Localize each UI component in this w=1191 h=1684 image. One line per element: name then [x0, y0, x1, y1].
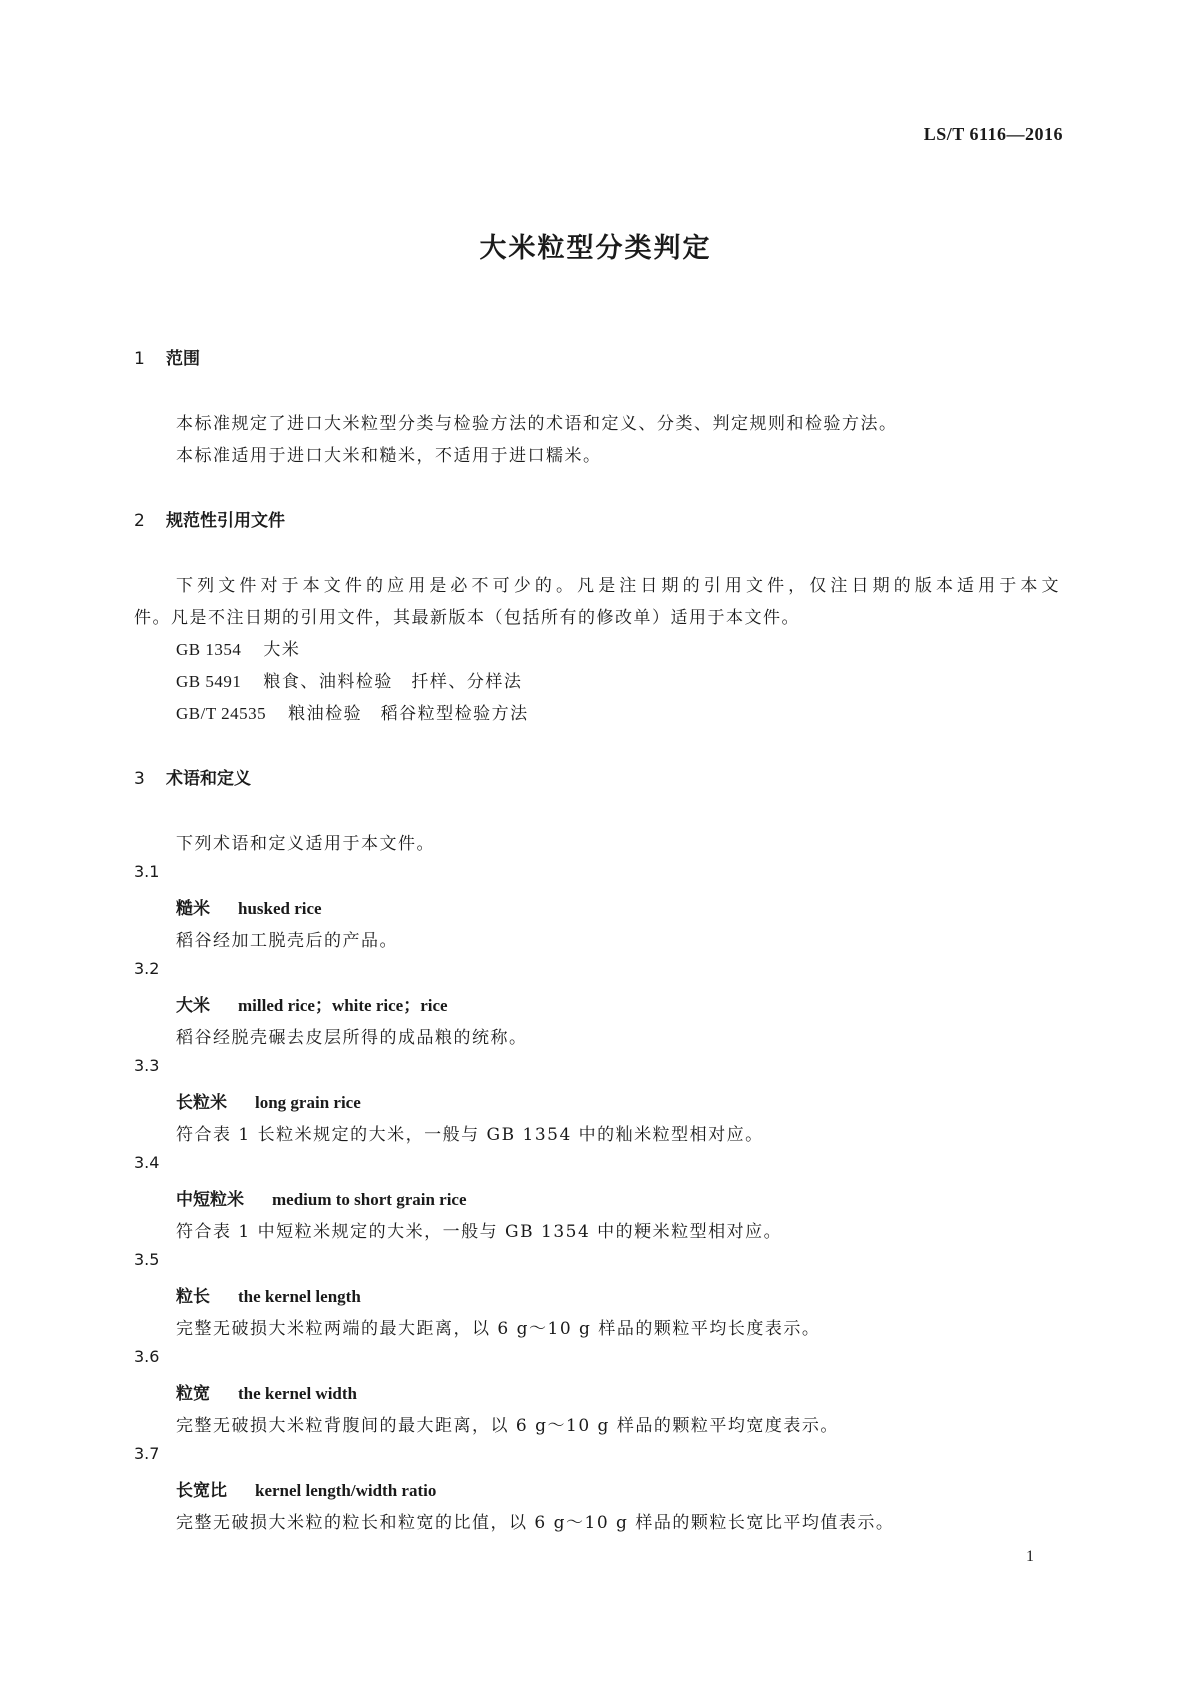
section-1-paragraph-1: 本标准规定了进口大米粒型分类与检验方法的术语和定义、分类、判定规则和检验方法。: [176, 414, 898, 434]
term-number: 3.4: [134, 1153, 160, 1172]
reference-name: 大米: [263, 640, 301, 660]
term-heading: [176, 1088, 361, 1113]
page-number: 1: [1026, 1548, 1034, 1565]
section-1-heading: [134, 344, 200, 369]
section-title: 规范性引用文件: [166, 511, 285, 531]
term-number: 3.5: [134, 1250, 160, 1269]
reference-code: GB/T 24535: [176, 704, 267, 723]
term-english: milled rice；white rice；rice: [238, 996, 448, 1015]
term-definition: 完整无破损大米粒背腹间的最大距离，以 6 g～10 g 样品的颗粒平均宽度表示。: [176, 1416, 839, 1436]
term-chinese: 长宽比: [176, 1481, 227, 1501]
reference-code: GB 1354: [176, 640, 242, 659]
term-heading: [176, 1282, 361, 1307]
term-number: 3.2: [134, 959, 160, 978]
term-number: 3.3: [134, 1056, 160, 1075]
term-chinese: 粒宽: [176, 1384, 210, 1404]
reference-name: 粮食、油料检验 扦样、分样法: [263, 672, 523, 692]
term-definition: 符合表 1 长粒米规定的大米，一般与 GB 1354 中的籼米粒型相对应。: [176, 1125, 764, 1145]
term-heading: [176, 991, 448, 1016]
section-2-heading: [134, 506, 285, 531]
term-chinese: 中短粒米: [176, 1190, 244, 1210]
section-2-paragraph-line-1: 下列文件对于本文件的应用是必不可少的。凡是注日期的引用文件，仅注日期的版本适用于本文: [176, 576, 1060, 596]
term-definition: 稻谷经加工脱壳后的产品。: [176, 931, 398, 951]
section-3-intro: 下列术语和定义适用于本文件。: [176, 834, 435, 854]
reference-name: 粮油检验 稻谷粒型检验方法: [288, 704, 529, 724]
term-chinese: 糙米: [176, 899, 210, 919]
term-heading: [176, 1379, 357, 1404]
term-chinese: 大米: [176, 996, 210, 1016]
term-heading: [176, 1185, 467, 1210]
term-english: the kernel length: [238, 1287, 361, 1306]
term-definition: 稻谷经脱壳碾去皮层所得的成品粮的统称。: [176, 1028, 528, 1048]
term-chinese: 粒长: [176, 1287, 210, 1307]
term-english: long grain rice: [255, 1093, 361, 1112]
section-title: 术语和定义: [166, 769, 251, 789]
reference-item: [176, 699, 529, 724]
term-heading: [176, 894, 322, 919]
term-heading: [176, 1476, 436, 1501]
section-title: 范围: [166, 349, 200, 369]
term-definition: 符合表 1 中短粒米规定的大米，一般与 GB 1354 中的粳米粒型相对应。: [176, 1222, 783, 1242]
section-number: 2: [134, 511, 145, 531]
term-number: 3.1: [134, 862, 160, 881]
reference-item: [176, 667, 522, 692]
term-number: 3.7: [134, 1444, 160, 1463]
section-2-paragraph-line-2: 件。凡是不注日期的引用文件，其最新版本（包括所有的修改单）适用于本文件。: [134, 608, 800, 628]
reference-item: [176, 635, 300, 660]
section-number: 1: [134, 349, 145, 369]
reference-code: GB 5491: [176, 672, 242, 691]
document-title: 大米粒型分类判定: [479, 233, 712, 264]
section-3-heading: [134, 764, 251, 789]
standard-code: LS/T 6116—2016: [923, 124, 1063, 144]
term-english: kernel length/width ratio: [255, 1481, 437, 1500]
term-number: 3.6: [134, 1347, 160, 1366]
section-1-paragraph-2: 本标准适用于进口大米和糙米，不适用于进口糯米。: [176, 446, 602, 466]
section-number: 3: [134, 769, 145, 789]
term-english: medium to short grain rice: [272, 1190, 467, 1209]
term-definition: 完整无破损大米粒的粒长和粒宽的比值，以 6 g～10 g 样品的颗粒长宽比平均值表示。: [176, 1513, 895, 1533]
term-chinese: 长粒米: [176, 1093, 227, 1113]
term-english: the kernel width: [238, 1384, 357, 1403]
term-english: husked rice: [238, 899, 322, 918]
term-definition: 完整无破损大米粒两端的最大距离，以 6 g～10 g 样品的颗粒平均长度表示。: [176, 1319, 821, 1339]
